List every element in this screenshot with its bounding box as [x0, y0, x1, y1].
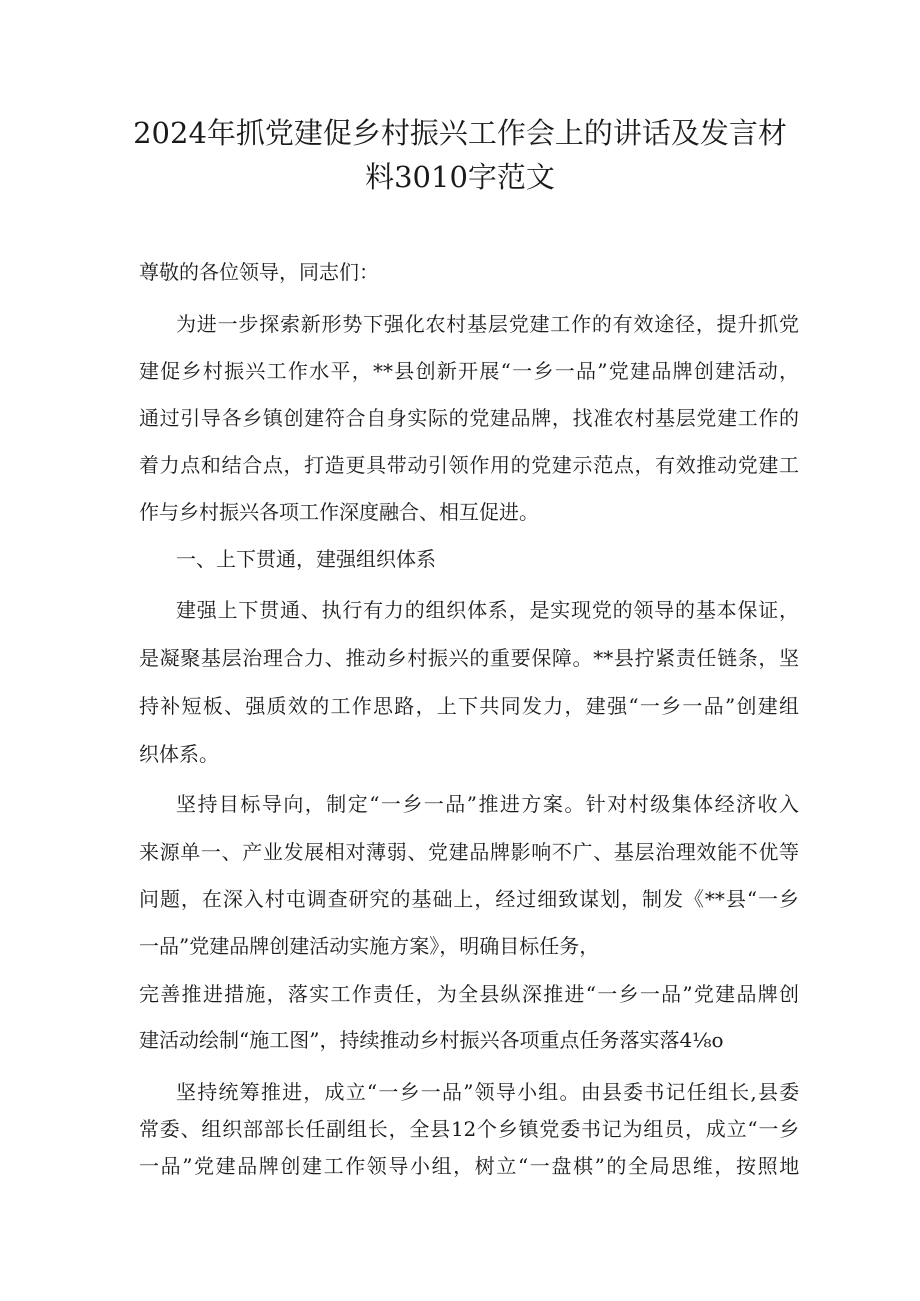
paragraph-1-line-1: 为进一步探索新形势下强化农村基层党建工作的有效途径，提升抓党	[176, 312, 799, 336]
document-title-line-2: 料3010字范文	[365, 160, 555, 194]
salutation: 尊敬的各位领导，同志们：	[139, 260, 379, 284]
paragraph-3-line-2: 来源单一、产业发展相对薄弱、党建品牌影响不广、基层治理效能不优等	[139, 840, 799, 864]
paragraph-3-line-3: 问题，在深入村屯调查研究的基础上，经过细致谋划，制发《**县“一乡	[139, 887, 799, 911]
paragraph-4-line-1: 坚持统筹推进，成立“一乡一品”领导小组。由县委书记任组长,县委	[176, 1080, 799, 1104]
paragraph-2-line-2: 是凝聚基层治理合力、推动乡村振兴的重要保障。**县拧紧责任链条，坚	[139, 646, 799, 670]
document-title-line-1: 2024年抓党建促乡村振兴工作会上的讲话及发言材	[133, 116, 787, 150]
paragraph-1-line-2: 建促乡村振兴工作水平，**县创新开展“一乡一品”党建品牌创建活动，	[139, 359, 799, 383]
paragraph-3b-line-1: 完善推进措施，落实工作责任，为全县纵深推进“一乡一品”党建品牌创	[139, 982, 799, 1006]
paragraph-4-line-3: 一品”党建品牌创建工作领导小组，树立“一盘棋”的全局思维，按照地	[139, 1154, 799, 1178]
paragraph-2-line-1: 建强上下贯通、执行有力的组织体系，是实现党的领导的基本保证，	[176, 598, 799, 622]
paragraph-2-line-4: 织体系。	[139, 742, 219, 766]
paragraph-3-line-1: 坚持目标导向，制定“一乡一品”推进方案。针对村级集体经济收入	[176, 792, 799, 816]
paragraph-3b-line-2: 建活动绘制“施工图”，持续推动乡村振兴各项重点任务落实落4⅛o	[139, 1028, 724, 1052]
section-heading-1: 一、上下贯通，建强组织体系	[176, 547, 436, 571]
paragraph-2-line-3: 持补短板、强质效的工作思路，上下共同发力，建强“一乡一品”创建组	[139, 694, 799, 718]
paragraph-1-line-3: 通过引导各乡镇创建符合自身实际的党建品牌，找准农村基层党建工作的	[139, 406, 799, 430]
paragraph-1-line-5: 作与乡村振兴各项工作深度融合、相互促进。	[139, 500, 539, 524]
paragraph-3-line-4: 一品”党建品牌创建活动实施方案》，明确目标任务，	[139, 934, 600, 958]
paragraph-1-line-4: 着力点和结合点，打造更具带动引领作用的党建示范点，有效推动党建工	[139, 453, 799, 477]
paragraph-4-line-2: 常委、组织部部长任副组长，全县12个乡镇党委书记为组员，成立“一乡	[139, 1117, 799, 1141]
